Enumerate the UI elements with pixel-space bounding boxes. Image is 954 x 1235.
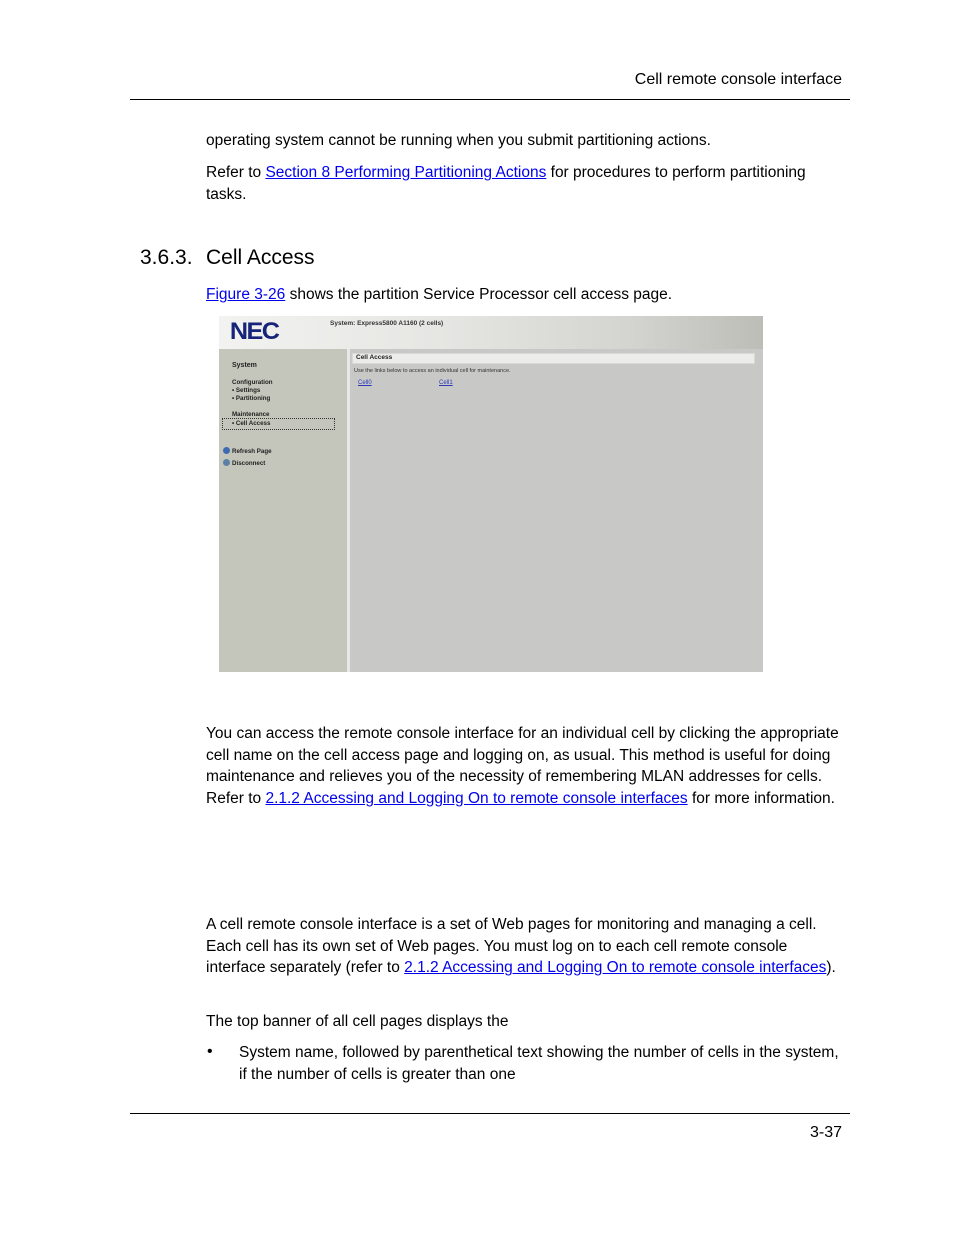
disconnect-icon xyxy=(223,459,230,466)
section8-link[interactable]: Section 8 Performing Partitioning Actions xyxy=(265,164,547,181)
intro-line: operating system cannot be running when you submit partitioning actions. xyxy=(206,132,711,149)
section-heading xyxy=(140,246,315,270)
content-title: Cell Access xyxy=(356,354,393,361)
cell1-link: Cell1 xyxy=(439,380,453,386)
nav-system: System xyxy=(232,362,257,369)
accessing-link-1[interactable]: 2.1.2 Accessing and Logging On to remote console interfaces xyxy=(265,790,688,808)
nav-disconnect: Disconnect xyxy=(232,460,266,467)
bullet-text: System name, followed by parenthetical text showing the number of cells in the system, if the number of cells is greater than one xyxy=(239,1044,839,1083)
bullet-dot: • xyxy=(207,1043,213,1060)
content-subtitle: Use the links below to access an individual cell for maintenance. xyxy=(354,368,511,374)
screenshot-nav xyxy=(219,349,350,672)
running-header: Cell remote console interface xyxy=(634,71,842,88)
cell0-link: Cell0 xyxy=(358,380,372,386)
figure-link[interactable]: Figure 3-26 xyxy=(206,286,286,303)
page-number: 3-37 xyxy=(809,1124,842,1141)
accessing-link-2[interactable]: 2.1.2 Accessing and Logging On to remote console interfaces xyxy=(404,959,827,977)
nav-maintenance: Maintenance xyxy=(232,411,270,418)
footer-rule xyxy=(130,1113,850,1114)
paragraph-cell-interface: A cell remote console interface is a set of Web pages for monitoring and managing a cell. Each cell has its own set of Web pages. You must log on to each cell remote console interface separately (refer to 2.1.2 Accessing and Logging On to remote console interfaces). xyxy=(206,916,836,977)
content-title-bar xyxy=(352,353,755,364)
nav-partitioning: • Partitioning xyxy=(232,395,271,402)
nav-cell-access: • Cell Access xyxy=(232,420,271,427)
nav-configuration: Configuration xyxy=(232,379,273,386)
nav-settings: • Settings xyxy=(232,387,261,394)
refresh-icon xyxy=(223,447,230,454)
screenshot-banner xyxy=(219,316,763,349)
paragraph-top-banner: The top banner of all cell pages displays the xyxy=(206,1013,509,1030)
figure-caption: Figure 3-26 shows the partition Service Processor cell access page. xyxy=(206,286,673,303)
intro-refer: Refer to Section 8 Performing Partitioning Actions for procedures to perform partitioning tasks. xyxy=(206,164,806,203)
section-number: 3.6.3. xyxy=(140,246,193,269)
nec-logo: NEC xyxy=(229,318,279,345)
section-title: Cell Access xyxy=(206,246,315,269)
header-rule xyxy=(130,99,850,100)
nav-selection-box xyxy=(222,418,335,430)
nav-refresh: Refresh Page xyxy=(232,448,272,455)
screenshot-content xyxy=(350,349,763,672)
paragraph-cell-access: You can access the remote console interface for an individual cell by clicking the appropriate cell name on the cell access page and logging on, as usual. This method is useful for doing maintenance and relieves you of the necessity of remembering MLAN addresses for cells. Refer to 2.1.2 Accessing and Logging On to remote console interfaces for more information. xyxy=(206,725,839,808)
system-title: System: Express5800 A1160 (2 cells) xyxy=(330,320,444,327)
cell-access-screenshot xyxy=(219,316,763,672)
